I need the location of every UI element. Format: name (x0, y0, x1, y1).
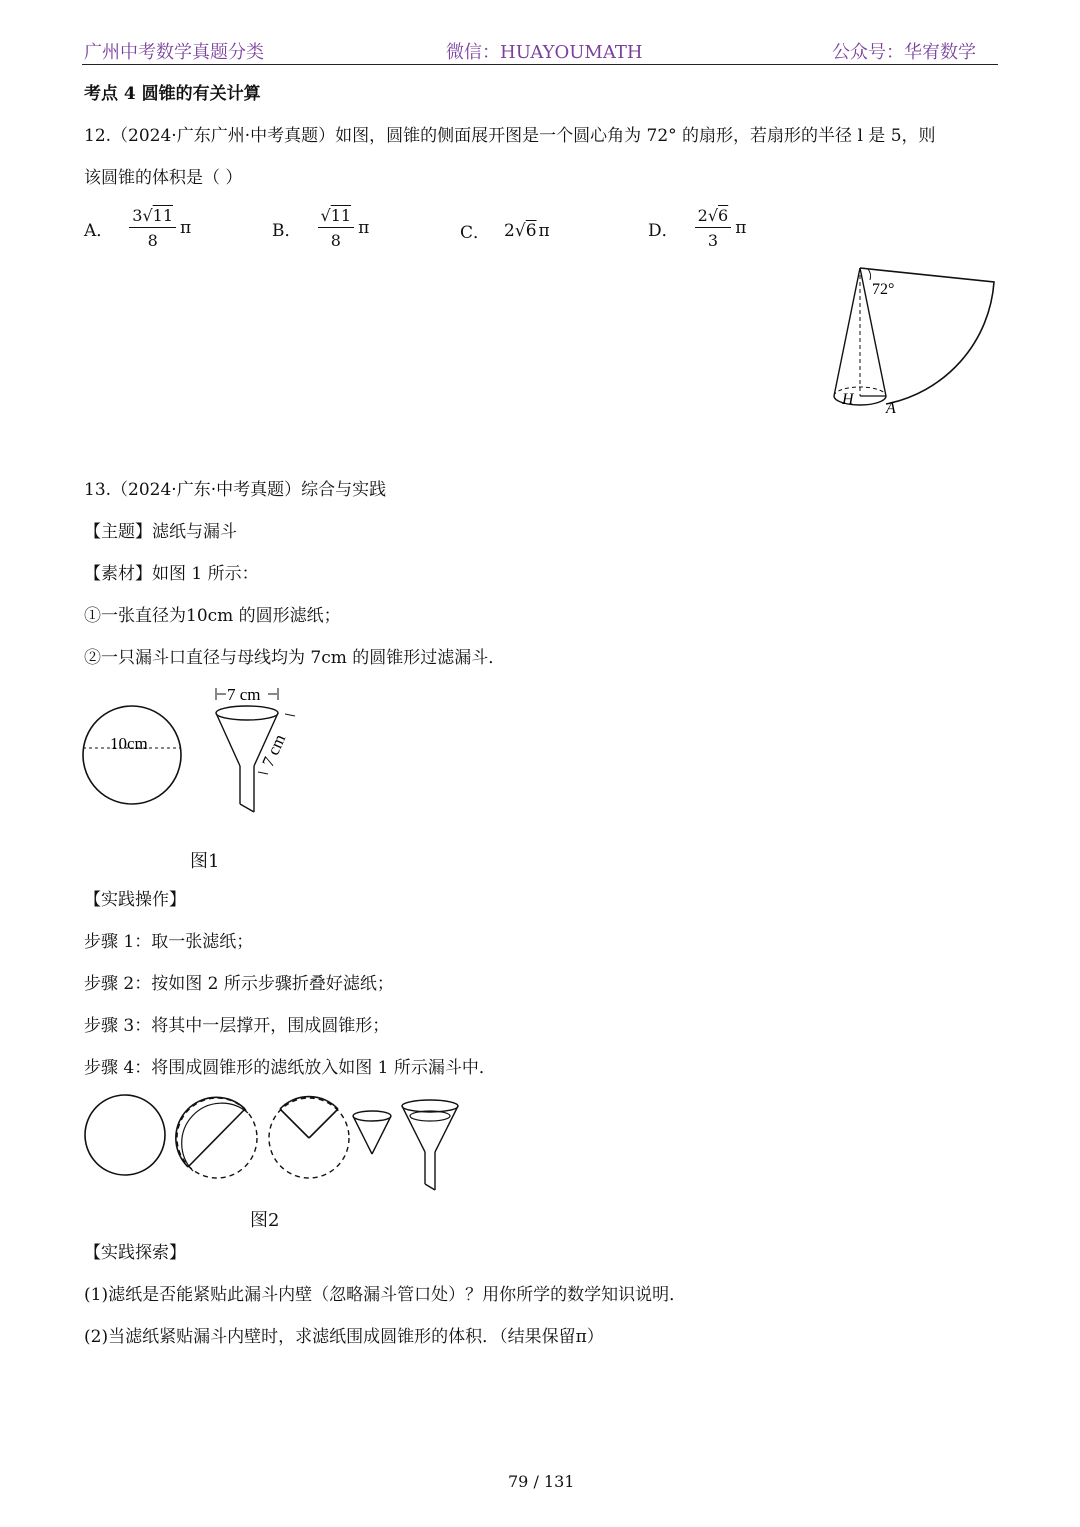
q12-option-d[interactable]: D． $\frac{2√6}{3}$ π (648, 206, 747, 250)
circle-diameter-label: 10cm (110, 734, 148, 753)
figure-1 (80, 682, 320, 822)
header-center: 微信：HUAYOUMATH (446, 42, 643, 63)
angle-label: 72° (872, 281, 895, 298)
option-c-value: 2√6 (504, 220, 537, 241)
sub-question-1: (1)滤纸是否能紧贴此漏斗内壁（忽略漏斗管口处）？用你所学的数学知识说明． (84, 1285, 687, 1305)
figure-2 (80, 1094, 470, 1198)
figure-1-caption: 图1 (190, 851, 220, 872)
q12-option-b[interactable]: B． $\frac{√11}{8}$ π (272, 206, 370, 250)
q12-line1: 12.（2024·广东广州·中考真题）如图，圆锥的侧面展开图是一个圆心角为 72° 的扇形，若扇形的半径 l 是 5，则 (84, 126, 936, 146)
sub-question-2: (2)当滤纸紧贴漏斗内壁时，求滤纸围成圆锥形的体积．（结果保留π） (84, 1327, 604, 1347)
option-d-fraction: $\frac{2√6}{3}$ (695, 206, 732, 250)
figure-2-caption: 图2 (250, 1210, 280, 1231)
header-left: 广州中考数学真题分类 (84, 42, 264, 63)
option-a-fraction: $\frac{3√11}{8}$ (129, 206, 176, 250)
option-c-label: C． (460, 223, 491, 243)
funnel-side-label: 7 cm (258, 731, 290, 770)
q13-title: 13.（2024·广东·中考真题）综合与实践 (84, 480, 387, 500)
step-1: 步骤 1：取一张滤纸； (84, 932, 254, 952)
q12-option-a[interactable]: A． $\frac{3√11}{8}$ π (84, 206, 192, 250)
explore-title: 【实践探索】 (84, 1243, 186, 1263)
option-d-label: D． (648, 220, 679, 241)
option-a-label: A． (84, 220, 114, 241)
q13-item1: ①一张直径为10cm 的圆形滤纸； (84, 606, 341, 626)
page-number: 79 / 131 (508, 1472, 575, 1491)
step-3: 步骤 3：将其中一层撑开，围成圆锥形； (84, 1016, 390, 1036)
header-rule (82, 64, 998, 65)
step-2: 步骤 2：按如图 2 所示步骤折叠好滤纸； (84, 974, 394, 994)
header-right: 公众号：华宥数学 (832, 42, 976, 63)
funnel-top-label: 7 cm (227, 685, 261, 704)
step-4: 步骤 4：将围成圆锥形的滤纸放入如图 1 所示漏斗中． (84, 1058, 496, 1078)
q12-option-c[interactable]: C． 2√6 π (460, 218, 550, 243)
q13-item2: ②一只漏斗口直径与母线均为 7cm 的圆锥形过滤漏斗． (84, 648, 506, 668)
cone-sector-figure (820, 262, 1000, 422)
label-h: H (842, 391, 854, 408)
option-b-label: B． (272, 220, 302, 241)
label-a: A (886, 400, 896, 417)
practice-title: 【实践操作】 (84, 890, 186, 910)
q12-line2: 该圆锥的体积是（ ） (84, 168, 243, 188)
q13-material: 【素材】如图 1 所示： (84, 564, 259, 584)
q13-theme: 【主题】滤纸与漏斗 (84, 522, 237, 542)
section-title: 考点 4 圆锥的有关计算 (84, 84, 261, 104)
option-b-fraction: $\frac{√11}{8}$ (318, 206, 355, 250)
